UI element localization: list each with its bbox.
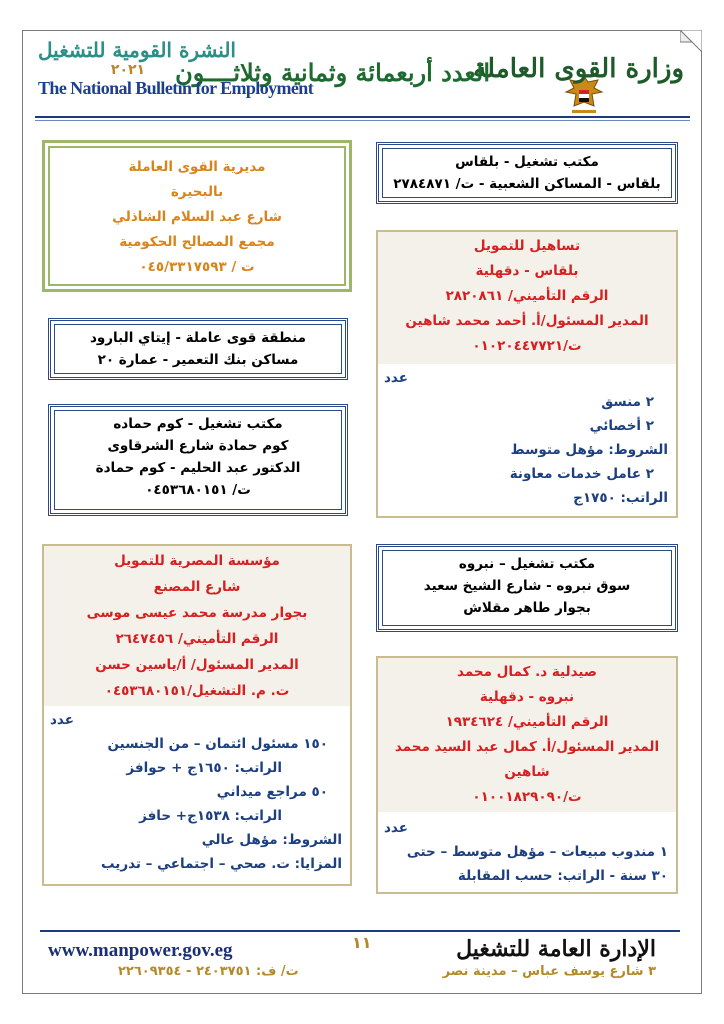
office-line: بجوار طاهر مقلاش — [463, 600, 591, 616]
vacancy-list — [378, 364, 676, 516]
office-belqas — [376, 142, 678, 204]
office-itay-el-barud — [48, 318, 348, 380]
count-label: عدد — [384, 820, 408, 836]
employer-line: الرقم التأميني/ ٢٨٢٠٨٦١ — [445, 288, 609, 304]
job-listing-egyptian-finance — [42, 544, 352, 886]
office-line: مساكن بنك التعمير - عمارة ٢٠ — [97, 352, 299, 368]
vacancy-row: الشروط: مؤهل عالي — [201, 832, 342, 848]
office-line: شارع عبد السلام الشاذلي — [112, 209, 282, 225]
footer-address: ٣ شارع يوسف عباس – مدينة نصر — [442, 964, 656, 979]
vacancy-row: ٥٠ مراجع ميداني — [216, 784, 328, 800]
office-line: مكتب تشغيل – نبروه — [458, 556, 596, 572]
header-divider — [35, 116, 690, 118]
bulletin-title-english: The National Bulletin for Employment — [38, 78, 314, 98]
footer-phones: ت/ ف: ٢٤٠٣٧٥١ - ٢٢٦٠٩٣٥٤ — [118, 964, 299, 979]
office-line: منطقة قوى عاملة - إيتاي البارود — [89, 330, 307, 346]
vacancy-row: ٢ أخصائي — [589, 418, 654, 434]
office-line: ت/ ٠٤٥٣٦٨٠١٥١ — [145, 482, 251, 498]
office-line: بالبحيرة — [170, 184, 224, 200]
office-line: بلقاس - المساكن الشعبية - ت/ ٢٧٨٤٨٧١ — [393, 176, 661, 192]
employer-details — [378, 232, 676, 364]
office-line: الدكتور عبد الحليم - كوم حمادة — [95, 460, 301, 476]
bulletin-title-arabic: النشرة القومية للتشغيل — [38, 38, 236, 62]
count-label: عدد — [384, 370, 408, 386]
vacancy-row: الراتب: ١٥٣٨ج+ حافز — [139, 808, 282, 824]
office-kom-hamada — [48, 404, 348, 516]
employer-line: المدير المسئول/أ. كمال عبد السيد محمد — [394, 739, 660, 755]
office-line: سوق نبروه - شارع الشيخ سعيد — [423, 578, 631, 594]
employer-line: ت/٠١٠٢٠٤٤٧٧٢١ — [472, 338, 582, 354]
footer-divider — [40, 930, 680, 932]
employer-details — [44, 546, 350, 706]
header-divider-thin — [35, 120, 690, 121]
employer-line: نبروه - دقهلية — [479, 689, 575, 705]
employer-line: شاهين — [504, 764, 550, 780]
footer-website-link[interactable]: www.manpower.gov.eg — [48, 940, 233, 961]
vacancy-list — [378, 814, 676, 892]
page-number: ١١ — [352, 933, 372, 952]
vacancy-row: الشروط: مؤهل متوسط — [510, 442, 668, 458]
office-nabarouh — [376, 544, 678, 632]
issue-number: العدد أربعمائة وثمانية وثلاثــــون — [175, 58, 490, 87]
office-line: مكتب تشغيل - كوم حماده — [113, 416, 283, 432]
employer-line: بجوار مدرسة محمد عيسى موسى — [86, 605, 308, 621]
ministry-logo — [473, 42, 684, 112]
employer-name: صيدلية د. كمال محمد — [457, 664, 597, 680]
employer-line: ت/٠١٠٠١٨٢٩٠٩٠ — [472, 789, 582, 805]
employer-line: الرقم التأميني/ ٢٦٤٧٤٥٦ — [115, 631, 279, 647]
employer-line: الرقم التأميني/ ١٩٣٤٦٢٤ — [445, 714, 609, 730]
vacancy-row: ١ مندوب مبيعات – مؤهل متوسط – حتى — [406, 844, 668, 860]
vacancy-list — [44, 706, 350, 884]
vacancy-row: الراتب: ١٦٥٠ج + حوافز — [126, 760, 282, 776]
vacancy-row: المزايا: ت. صحي – اجتماعي – تدريب — [100, 856, 342, 872]
job-listing-tasaheel — [376, 230, 678, 518]
employer-line: المدير المسئول/أ. أحمد محمد شاهين — [405, 313, 649, 329]
office-line: مكتب تشغيل - بلقاس — [455, 154, 599, 170]
employer-name: تساهيل للتمويل — [473, 238, 581, 254]
employer-line: المدير المسئول/ أ/ياسين حسن — [95, 657, 299, 673]
vacancy-row: ٣٠ سنة - الراتب: حسب المقابلة — [457, 868, 668, 884]
office-line: ت / ٠٤٥/٣٣١٧٥٩٣ — [139, 259, 255, 275]
office-line: مجمع المصالح الحكومية — [119, 234, 275, 250]
vacancy-row: ١٥٠ مسئول ائتمان – من الجنسين — [107, 736, 328, 752]
employer-details — [378, 658, 676, 812]
bulletin-year: ٢٠٢١ — [110, 62, 146, 78]
office-line: مديرية القوى العاملة — [128, 159, 266, 175]
employer-name: مؤسسة المصرية للتمويل — [114, 553, 280, 569]
employer-line: ت. م. التشغيل/٠٤٥٣٦٨٠١٥١ — [104, 683, 290, 699]
footer-title: الإدارة العامة للتشغيل — [456, 936, 656, 962]
vacancy-row: ٢ منسق — [601, 394, 654, 410]
office-beheira — [42, 140, 352, 292]
vacancy-row: الراتب: ١٧٥٠ج — [573, 490, 668, 506]
job-listing-pharmacy — [376, 656, 678, 894]
office-line: كوم حمادة شارع الشرقاوى — [107, 438, 289, 454]
ministry-title: وزارة القوى العاملة — [473, 54, 684, 84]
bulletin-logo — [38, 38, 314, 118]
employer-line: بلقاس - دقهلية — [475, 263, 579, 279]
vacancy-row: ٢ عامل خدمات معاونة — [509, 466, 654, 482]
count-label: عدد — [50, 712, 74, 728]
employer-line: شارع المصنع — [153, 579, 241, 595]
